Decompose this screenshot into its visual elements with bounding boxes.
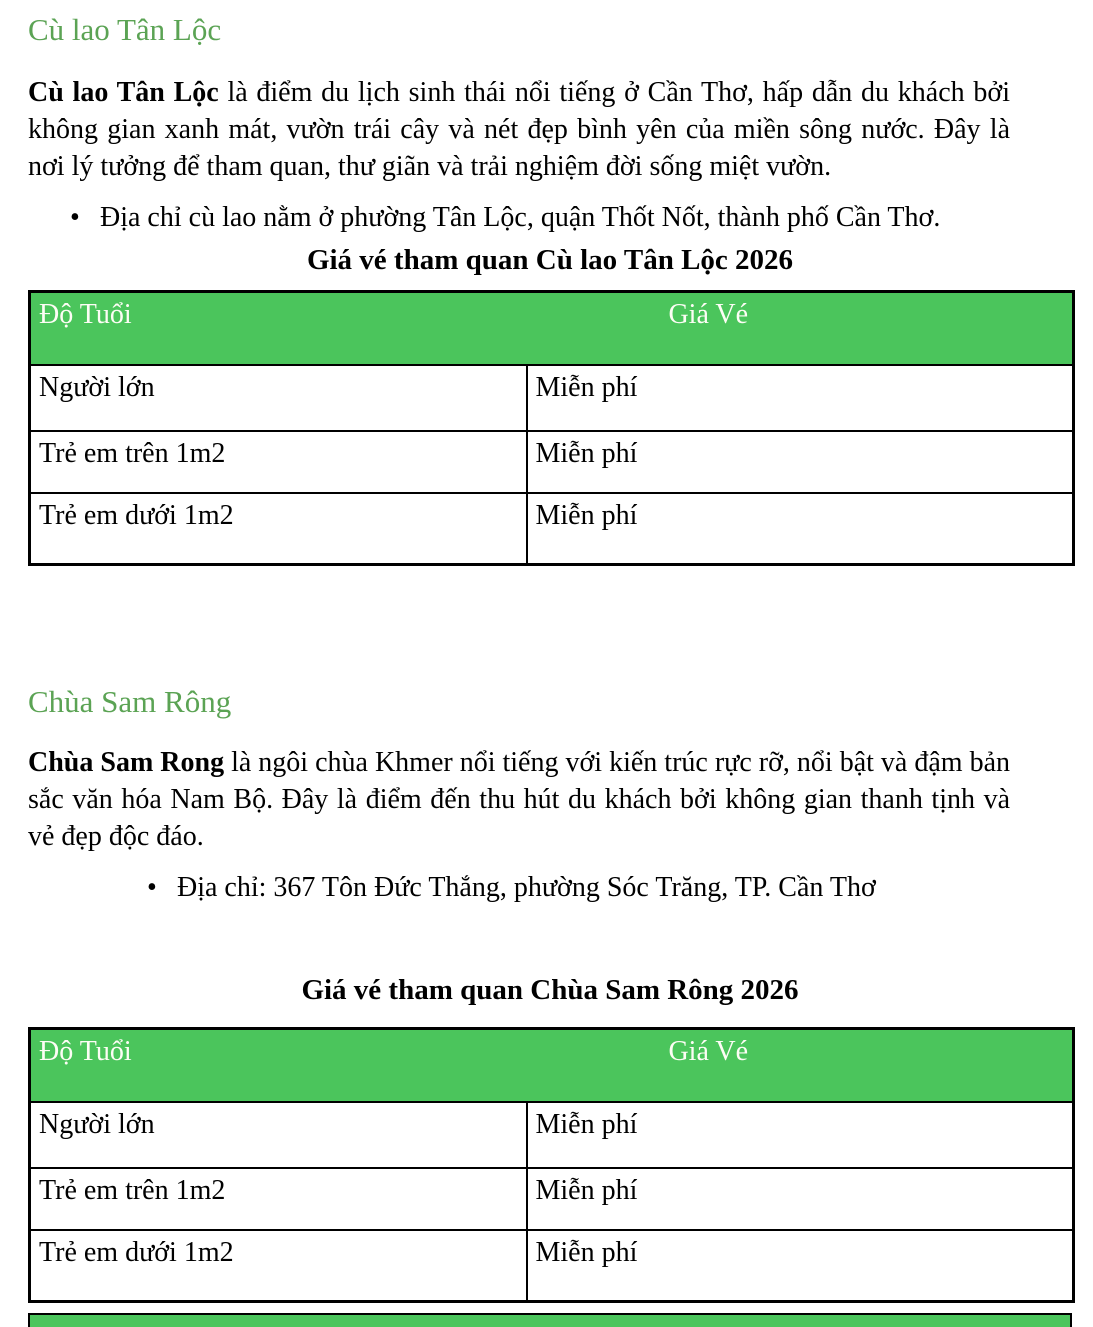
- table-row: [30, 1230, 1074, 1302]
- age-group-cell: Trẻ em dưới 1m2: [30, 1230, 527, 1302]
- price-cell: Miễn phí: [527, 365, 1074, 431]
- age-column-header: Độ Tuổi: [30, 1029, 527, 1102]
- intro-paragraph: [28, 74, 1010, 185]
- price-cell: Miễn phí: [527, 431, 1074, 493]
- intro-paragraph: [28, 744, 1010, 855]
- price-column-header: Giá Vé: [527, 1029, 1074, 1102]
- paragraph-body: là điểm du lịch sinh thái nổi tiếng ở Cần Thơ, hấp dẫn du khách bởi không gian xanh mát, vườn trái cây và nét đẹp bình yên của miền sông nước. Đây là nơi lý tưởng để tham quan, thư giãn và trải nghiệm đời sống miệt vườn.: [28, 77, 1010, 182]
- table-title: Giá vé tham quan Cù lao Tân Lộc 2026: [306, 244, 794, 276]
- age-column-header: Độ Tuổi: [30, 292, 527, 365]
- price-cell: Miễn phí: [527, 1230, 1074, 1302]
- cutoff-table-header-strip: [28, 1313, 1072, 1327]
- price-cell: Miễn phí: [527, 493, 1074, 565]
- section-heading-cu-lao-tan-loc: Cù lao Tân Lộc: [28, 12, 222, 47]
- table-header-row: [30, 292, 1074, 365]
- address-bullet-list: [28, 869, 1093, 906]
- price-table-cu-lao-tan-loc: [28, 290, 1075, 566]
- age-group-cell: Người lớn: [30, 1102, 527, 1168]
- section-heading-chua-sam-rong: Chùa Sam Rông: [28, 684, 232, 719]
- paragraph-lead: Chùa Sam Rong: [28, 747, 225, 778]
- table-row: [30, 365, 1074, 431]
- price-cell: Miễn phí: [527, 1102, 1074, 1168]
- table-row: [30, 493, 1074, 565]
- paragraph-lead: Cù lao Tân Lộc: [28, 77, 219, 108]
- price-table-chua-sam-rong: [28, 1027, 1075, 1303]
- table-row: [30, 1102, 1074, 1168]
- age-group-cell: Trẻ em trên 1m2: [30, 1168, 527, 1230]
- table-title: Giá vé tham quan Chùa Sam Rông 2026: [301, 974, 799, 1006]
- address-bullet: • Địa chỉ cù lao nằm ở phường Tân Lộc, quận Thốt Nốt, thành phố Cần Thơ.: [100, 199, 1093, 236]
- price-cell: Miễn phí: [527, 1168, 1074, 1230]
- age-group-cell: Trẻ em dưới 1m2: [30, 493, 527, 565]
- table-row: [30, 1168, 1074, 1230]
- address-bullet-list: [28, 199, 1093, 236]
- age-group-cell: Trẻ em trên 1m2: [30, 431, 527, 493]
- table-header-row: [30, 1029, 1074, 1102]
- table-row: [30, 431, 1074, 493]
- age-group-cell: Người lớn: [30, 365, 527, 431]
- price-column-header: Giá Vé: [527, 292, 1074, 365]
- address-bullet: • Địa chỉ: 367 Tôn Đức Thắng, phường Sóc Trăng, TP. Cần Thơ: [177, 869, 1093, 906]
- paragraph-body: là ngôi chùa Khmer nổi tiếng với kiến trúc rực rỡ, nổi bật và đậm bản sắc văn hóa Nam Bộ. Đây là điểm đến thu hút du khách bởi không gian thanh tịnh và vẻ đẹp độc đáo.: [28, 747, 1010, 852]
